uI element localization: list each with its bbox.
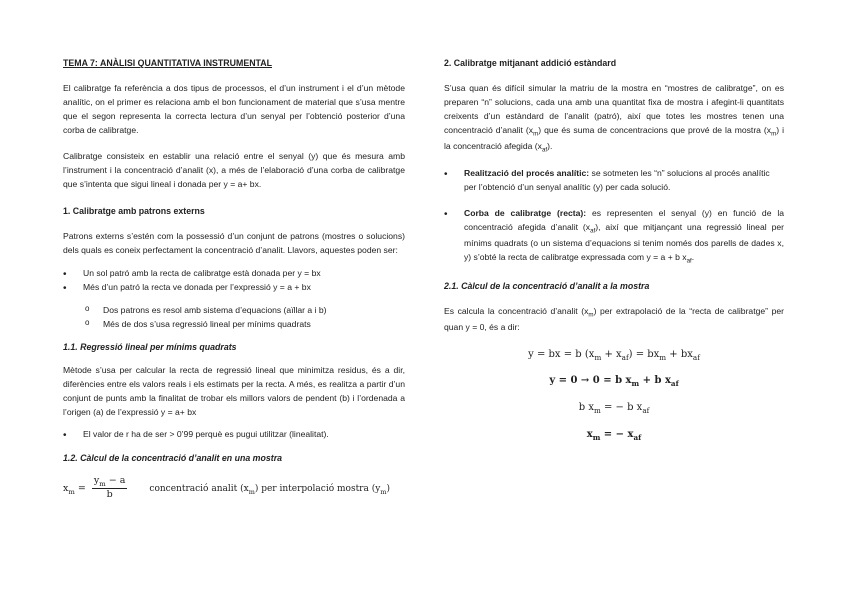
list-item: • Un sol patró amb la recta de calibratge està donada per y = bx [63, 267, 405, 281]
list-item: • Realització del procés analític: se sotmeten les “n” solucions al procés analític per l’obtenció d’un senyal analític (y) per cada solució. [444, 167, 784, 195]
formula-lhs: $x_m$ [63, 482, 75, 496]
section-1-paragraph: Patrons externs s’estén com la possessió d’un conjunt de patrons (mostres o solucions) dels quals es coneix perfectament la concentració d’analit. Llavors, aquestes poden ser: [63, 230, 405, 255]
section-1-heading: 1. Calibratge amb patrons externs [63, 205, 205, 216]
section-1-1-paragraph: Mètode s’usa per calcular la recta de regressió lineal que minimitza residus, és a dir, diferències entre els valors reals i els estimats per la recta. A més, es realitza a partir d’un conjunt de punts amb la finalitat de trobar els millors valors de pendent (b) i l’ordenada a l’origen (a) de l’expressió y = a+ bx [63, 364, 405, 417]
sub-list-item: o Més de dos s’usa regressió lineal per mínims quadrats [85, 318, 405, 332]
section-1-bullet-list [63, 267, 405, 295]
formula-label: concentració analit $(x_m)$ per interpolació mostra $(y_m)$ [149, 483, 390, 496]
list-item: • El valor de r ha de ser > 0’99 perquè es pugui utilitzar (linealitat). [63, 428, 405, 442]
equation-3: b $x_m$ = − b $x_{af}$ [578, 401, 650, 415]
section-1-1-heading: 1.1. Regressió lineal per mínims quadrats [63, 342, 237, 353]
equation-4: $x_m$ = − $x_{af}$ [586, 428, 642, 442]
section-1-sub-list [63, 304, 405, 332]
list-item: • Més d’un patró la recta ve donada per l’expressió y = a + bx [63, 281, 405, 295]
right-column [444, 56, 784, 443]
section-2-1-paragraph: Es calcula la concentració d’analit $(x_m)$ per extrapolació de la “recta de calibratge” per quan y = 0, és a dir: [444, 305, 784, 332]
sub-list-item: o Dos patrons es resol amb sistema d’equacions (aïllar a i b) [85, 304, 405, 318]
section-2-1-heading: 2.1. Càlcul de la concentració d’analit a la mostra [444, 280, 650, 291]
equation-2: y = 0 → 0 = b $x_m + b$ $x_{af}$ [549, 375, 679, 389]
section-1-1-bullet-list [63, 428, 405, 442]
section-2-bullet-list-2 [444, 207, 784, 266]
formula-fraction: $\frac{y_m - a}{b}$ [93, 474, 126, 501]
left-column [63, 56, 405, 502]
section-2-paragraph: S’usa quan és difícil simular la matriu de la mostra en “mostres de calibratge”, on es preparen “n” solucions, cada una amb una quantitat fixa de mostra i afegint-li quantitats creixents d’un estàndard de l’analit (patró), així que totes les mostres tenen una concentració d’analit $(x_m)$ que és suma de concentracions que prové de la mostra $(x_m)$ i la concentració afegida $(x_{af})$. [444, 83, 784, 154]
section-2-heading: 2. Calibratge mitjanant addició estàndard [444, 58, 617, 68]
document-title: TEMA 7: ANÀLISI QUANTITATIVA INSTRUMENTAL [63, 58, 272, 68]
intro-paragraph-1: El calibratge fa referència a dos tipus de processos, el d’un instrument i el d’un mètode analític, on el primer es relaciona amb el bon funcionament de material que s’usa mentre que el segon representa la correcta lectura d’un senyal per l’obtenció posterior d’una corba de calibratge. [63, 83, 405, 136]
list-item: • Corba de calibratge (recta): es representen el senyal (y) en funció de la concentració afegida d’analit $(x_{af})$, així que mitjançant una regressió lineal per mínims quadrats (o un sistema d’equacions si tenim només dos parells de dades x, y) s’obté la recta de calibratge expressada com y = a + b $x_{af}$. [444, 207, 784, 266]
equation-1: y = bx = b $(x_m + x_{af}) = bx_m + bx_{af}$ [528, 348, 700, 362]
section-1-2-heading: 1.2. Càlcul de la concentració d’analit en una mostra [63, 453, 283, 464]
section-2-bullet-list [444, 167, 784, 195]
intro-paragraph-2: Calibratge consisteix en establir una relació entre el senyal (y) que és mesura amb l’instrument i la concentració d’analit (x), a més de l’elaboració d’una corba de calibratge que s’intenta que sigui lineal i donada per y = a+ bx. [63, 150, 405, 189]
concentration-formula: $x_m$ = $\frac{y_m - a}{b}$ concentració analit $(x_m)$ per interpolació mostra $(y_m)$ [63, 474, 390, 501]
